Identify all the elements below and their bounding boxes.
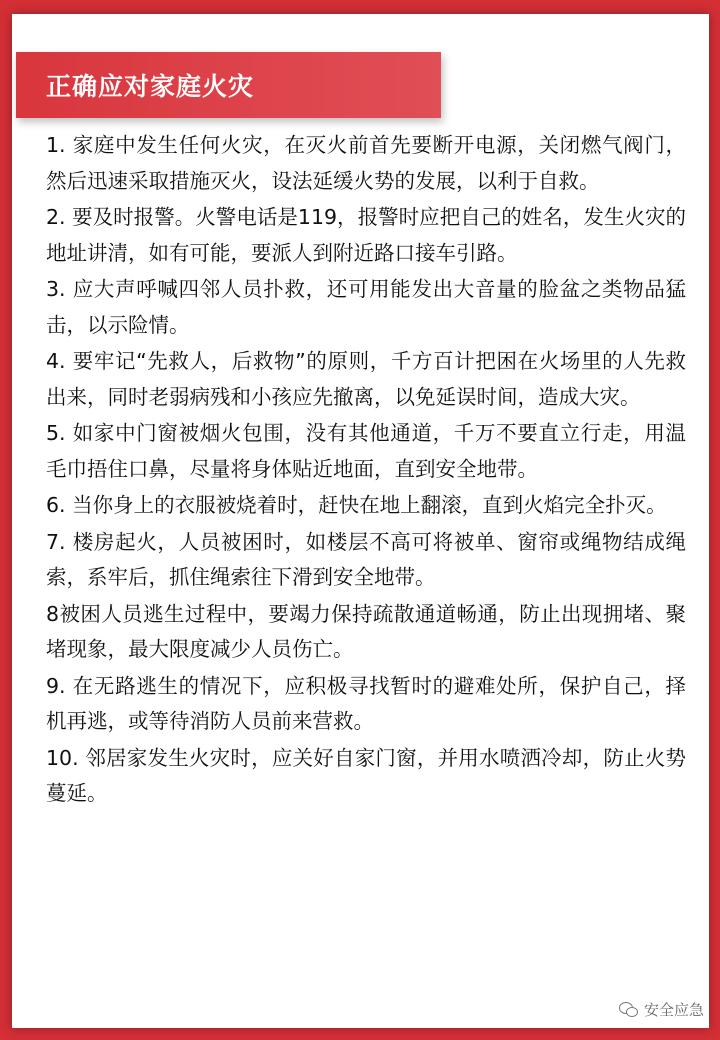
page-title: 正确应对家庭火灾 (46, 72, 255, 101)
tip-item-1: 1. 家庭中发生任何火灾，在灭火前首先要断开电源，关闭燃气阀门，然后迅速采取措施灭火，设法延缓火势的发展，以利于自救。 (46, 133, 686, 193)
tip-item-7: 7. 楼房起火，人员被困时，如楼层不高可将被单、窗帘或绳物结成绳索，系牢后，抓住绳索往下滑到安全地带。 (46, 529, 686, 589)
tip-item-9: 9. 在无路逃生的情况下，应积极寻找暂时的避难处所，保护自己，择机再逃，或等待消防人员前来营救。 (46, 673, 686, 733)
title-banner (16, 52, 441, 118)
tip-item-5: 5. 如家中门窗被烟火包围，没有其他通道，千万不要直立行走，用温毛巾捂住口鼻，尽量将身体贴近地面，直到安全地带。 (46, 421, 686, 481)
watermark-text: 安全应急 (643, 1001, 704, 1019)
tip-item-3: 3. 应大声呼喊四邻人员扑救，还可用能发出大音量的脸盆之类物品猛击，以示险情。 (46, 277, 686, 337)
tips-list (46, 128, 686, 813)
tip-item-8: 8被困人员逃生过程中，要竭力保持疏散通道畅通，防止出现拥堵、聚堵现象，最大限度减少人员伤亡。 (46, 601, 686, 661)
tip-item-6: 6. 当你身上的衣服被烧着时，赶快在地上翻滚，直到火焰完全扑灭。 (46, 493, 667, 517)
tip-item-2: 2. 要及时报警。火警电话是119，报警时应把自己的姓名，发生火灾的地址讲清，如有可能，要派人到附近路口接车引路。 (46, 205, 686, 265)
watermark (619, 999, 704, 1020)
tip-item-4: 4. 要牢记“先救人，后救物”的原则，千方百计把困在火场里的人先救出来，同时老弱病残和小孩应先撤离，以免延误时间，造成大灾。 (46, 349, 686, 409)
tip-item-10: 10. 邻居家发生火灾时，应关好自家门窗，并用水喷洒冷却，防止火势蔓延。 (46, 745, 686, 805)
wechat-icon (619, 1002, 639, 1018)
